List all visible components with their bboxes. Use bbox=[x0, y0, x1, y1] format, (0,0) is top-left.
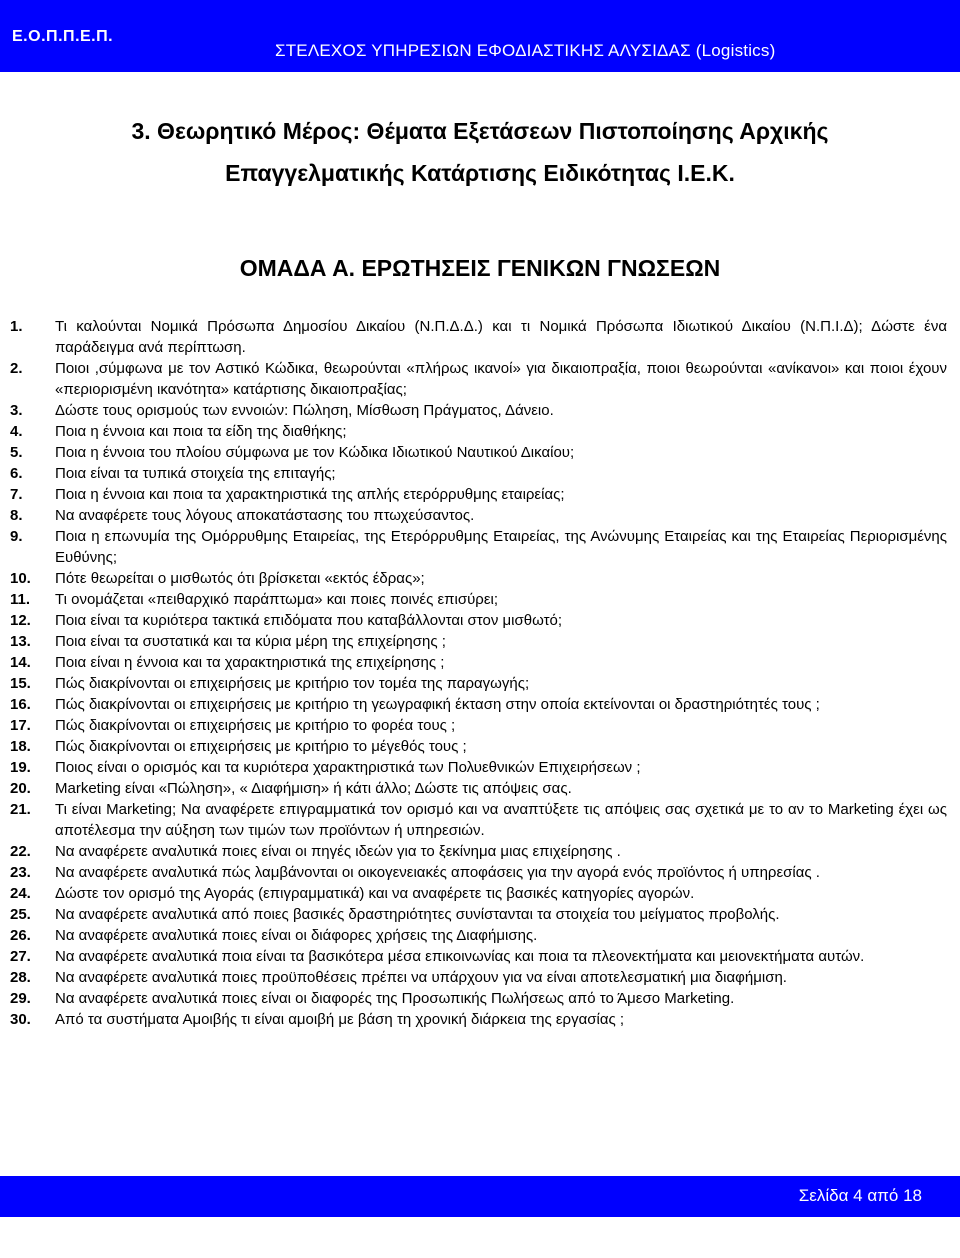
question-text: Ποια η επωνυμία της Ομόρρυθμης Εταιρείας, της Ετερόρρυθμης Εταιρείας, της Ανώνυμης Εταιρείας και της Εταιρείας Περιορισμένης Ευθύνης; bbox=[55, 528, 947, 566]
question-number: 20. bbox=[10, 780, 31, 797]
question-text: Ποια είναι τα κυριότερα τακτικά επιδόματα που καταβάλλονται στον μισθωτό; bbox=[55, 612, 563, 629]
question-text: Ποιοι ,σύμφωνα με τον Αστικό Κώδικα, θεωρούνται «πλήρως ικανοί» για δικαιοπραξία, ποιοι θεωρούνται «ανίκανοι» και ποιοι έχουν «περιορισμένη ικανότητα» κατάρτισης δικαιοπραξίας; bbox=[55, 360, 947, 398]
question-text: Ποια είναι τα τυπικά στοιχεία της επιταγής; bbox=[55, 465, 336, 482]
question-item bbox=[10, 883, 947, 904]
question-number: 17. bbox=[10, 717, 31, 734]
question-item bbox=[10, 673, 947, 694]
question-text: Ποια η έννοια του πλοίου σύμφωνα με τον Κώδικα Ιδιωτικού Ναυτικού Δικαίου; bbox=[55, 444, 575, 461]
question-text: Να αναφέρετε αναλυτικά ποιες είναι οι διαφορές της Προσωπικής Πωλήσεως από το Άμεσο Marketing. bbox=[55, 990, 735, 1007]
question-number: 19. bbox=[10, 759, 31, 776]
question-item bbox=[10, 778, 947, 799]
question-item bbox=[10, 799, 947, 841]
question-number: 6. bbox=[10, 465, 23, 482]
question-text: Πώς διακρίνονται οι επιχειρήσεις με κριτήριο το φορέα τους ; bbox=[55, 717, 456, 734]
question-text: Δώστε τους ορισμούς των εννοιών: Πώληση, Μίσθωση Πράγματος, Δάνειο. bbox=[55, 402, 554, 419]
question-text: Marketing είναι «Πώληση», « Διαφήμιση» ή κάτι άλλο; Δώστε τις απόψεις σας. bbox=[55, 780, 572, 797]
question-number: 16. bbox=[10, 696, 31, 713]
question-item bbox=[10, 526, 947, 568]
question-number: 21. bbox=[10, 801, 31, 818]
question-item bbox=[10, 757, 947, 778]
question-number: 5. bbox=[10, 444, 23, 461]
question-text: Τι καλούνται Νομικά Πρόσωπα Δημοσίου Δικαίου (Ν.Π.Δ.Δ.) και τι Νομικά Πρόσωπα Ιδιωτικού Δικαίου (Ν.Π.Ι.Δ); Δώστε ένα παράδειγμα ανά περίπτωση. bbox=[55, 318, 947, 356]
question-item bbox=[10, 442, 947, 463]
question-item bbox=[10, 694, 947, 715]
question-text: Να αναφέρετε αναλυτικά ποια είναι τα βασικότερα μέσα επικοινωνίας και ποια τα πλεονεκτήματα και μειονεκτήματα αυτών. bbox=[55, 948, 865, 965]
question-number: 10. bbox=[10, 570, 31, 587]
question-item bbox=[10, 316, 947, 358]
question-number: 4. bbox=[10, 423, 23, 440]
question-number: 18. bbox=[10, 738, 31, 755]
question-number: 22. bbox=[10, 843, 31, 860]
question-text: Πώς διακρίνονται οι επιχειρήσεις με κριτήριο τον τομέα της παραγωγής; bbox=[55, 675, 530, 692]
question-number: 3. bbox=[10, 402, 23, 419]
question-text: Πώς διακρίνονται οι επιχειρήσεις με κριτήριο το μέγεθός τους ; bbox=[55, 738, 467, 755]
question-text: Δώστε τον ορισμό της Αγοράς (επιγραμματικά) και να αναφέρετε τις βασικές κατηγορίες αγορών. bbox=[55, 885, 695, 902]
question-item bbox=[10, 736, 947, 757]
question-text: Πώς διακρίνονται οι επιχειρήσεις με κριτήριο τη γεωγραφική έκταση στην οποία εκτείνονται οι δραστηριότητές τους ; bbox=[55, 696, 820, 713]
question-text: Να αναφέρετε αναλυτικά από ποιες βασικές δραστηριότητες συνίστανται τα στοιχεία του μείγματος προβολής. bbox=[55, 906, 780, 923]
question-text: Να αναφέρετε αναλυτικά ποιες είναι οι πηγές ιδεών για το ξεκίνημα μιας επιχείρησης . bbox=[55, 843, 621, 860]
question-number: 23. bbox=[10, 864, 31, 881]
question-text: Να αναφέρετε αναλυτικά ποιες προϋποθέσεις πρέπει να υπάρχουν για να είναι αποτελεσματική μια διαφήμιση. bbox=[55, 969, 787, 986]
question-item bbox=[10, 568, 947, 589]
question-item bbox=[10, 652, 947, 673]
question-item bbox=[10, 421, 947, 442]
question-number: 29. bbox=[10, 990, 31, 1007]
question-text: Ποια είναι η έννοια και τα χαρακτηριστικά της επιχείρησης ; bbox=[55, 654, 445, 671]
question-text: Ποιος είναι ο ορισμός και τα κυριότερα χαρακτηριστικά των Πολυεθνικών Επιχειρήσεων ; bbox=[55, 759, 641, 776]
question-item bbox=[10, 610, 947, 631]
question-number: 25. bbox=[10, 906, 31, 923]
question-item bbox=[10, 463, 947, 484]
question-item bbox=[10, 505, 947, 526]
question-number: 12. bbox=[10, 612, 31, 629]
question-number: 13. bbox=[10, 633, 31, 650]
question-text: Από τα συστήματα Αμοιβής τι είναι αμοιβή με βάση τη χρονική διάρκεια της εργασίας ; bbox=[55, 1011, 625, 1028]
question-item bbox=[10, 841, 947, 862]
header-bar bbox=[0, 0, 960, 72]
question-item bbox=[10, 589, 947, 610]
question-item bbox=[10, 715, 947, 736]
question-text: Τι ονομάζεται «πειθαρχικό παράπτωμα» και ποιες ποινές επισύρει; bbox=[55, 591, 499, 608]
question-text: Τι είναι Marketing; Να αναφέρετε επιγραμματικά τον ορισμό και να αναπτύξετε τις απόψεις σας σχετικά με το αν το Marketing έχει ως αποτέλεσμα την αύξηση των τιμών των προϊόντων ή υπηρεσιών. bbox=[55, 801, 947, 839]
footer-bar bbox=[0, 1176, 960, 1217]
header-org: Ε.Ο.Π.Π.Ε.Π. bbox=[12, 28, 114, 45]
question-text: Να αναφέρετε αναλυτικά πώς λαμβάνονται οι οικογενειακές αποφάσεις για την αγορά ενός προϊόντος ή υπηρεσίας . bbox=[55, 864, 820, 881]
page-title bbox=[0, 110, 960, 194]
question-item bbox=[10, 904, 947, 925]
question-item bbox=[10, 967, 947, 988]
question-item bbox=[10, 925, 947, 946]
question-number: 11. bbox=[10, 591, 31, 608]
page-title-line-1: 3. Θεωρητικό Μέρος: Θέματα Εξετάσεων Πιστοποίησης Αρχικής bbox=[131, 118, 829, 144]
question-number: 28. bbox=[10, 969, 31, 986]
question-item bbox=[10, 358, 947, 400]
question-number: 14. bbox=[10, 654, 31, 671]
question-text: Πότε θεωρείται ο μισθωτός ότι βρίσκεται «εκτός έδρας»; bbox=[55, 570, 425, 587]
question-item bbox=[10, 988, 947, 1009]
question-number: 2. bbox=[10, 360, 23, 377]
question-list bbox=[10, 316, 947, 1030]
question-item bbox=[10, 1009, 947, 1030]
page-number: Σελίδα 4 από 18 bbox=[798, 1186, 922, 1205]
question-number: 8. bbox=[10, 507, 23, 524]
question-item bbox=[10, 862, 947, 883]
question-number: 24. bbox=[10, 885, 31, 902]
question-item bbox=[10, 484, 947, 505]
question-text: Να αναφέρετε τους λόγους αποκατάστασης του πτωχεύσαντος. bbox=[55, 507, 475, 524]
question-number: 7. bbox=[10, 486, 23, 503]
question-text: Ποια η έννοια και ποια τα είδη της διαθήκης; bbox=[55, 423, 347, 440]
question-number: 27. bbox=[10, 948, 31, 965]
question-text: Ποια η έννοια και ποια τα χαρακτηριστικά της απλής ετερόρρυθμης εταιρείας; bbox=[55, 486, 565, 503]
question-text: Ποια είναι τα συστατικά και τα κύρια μέρη της επιχείρησης ; bbox=[55, 633, 446, 650]
question-number: 1. bbox=[10, 318, 23, 335]
question-number: 26. bbox=[10, 927, 31, 944]
question-item bbox=[10, 946, 947, 967]
group-heading: ΟΜΑΔΑ Α. ΕΡΩΤΗΣΕΙΣ ΓΕΝΙΚΩΝ ΓΝΩΣΕΩΝ bbox=[239, 255, 721, 281]
header-title: ΣΤΕΛΕΧΟΣ ΥΠΗΡΕΣΙΩΝ ΕΦΟΔΙΑΣΤΙΚΗΣ ΑΛΥΣΙΔΑΣ (Logistics) bbox=[275, 41, 776, 60]
page-title-line-2: Επαγγελματικής Κατάρτισης Ειδικότητας Ι.Ε.Κ. bbox=[225, 160, 735, 186]
question-item bbox=[10, 631, 947, 652]
question-number: 9. bbox=[10, 528, 23, 545]
question-item bbox=[10, 400, 947, 421]
question-number: 30. bbox=[10, 1011, 31, 1028]
question-number: 15. bbox=[10, 675, 31, 692]
question-text: Να αναφέρετε αναλυτικά ποιες είναι οι διάφορες χρήσεις της Διαφήμισης. bbox=[55, 927, 538, 944]
